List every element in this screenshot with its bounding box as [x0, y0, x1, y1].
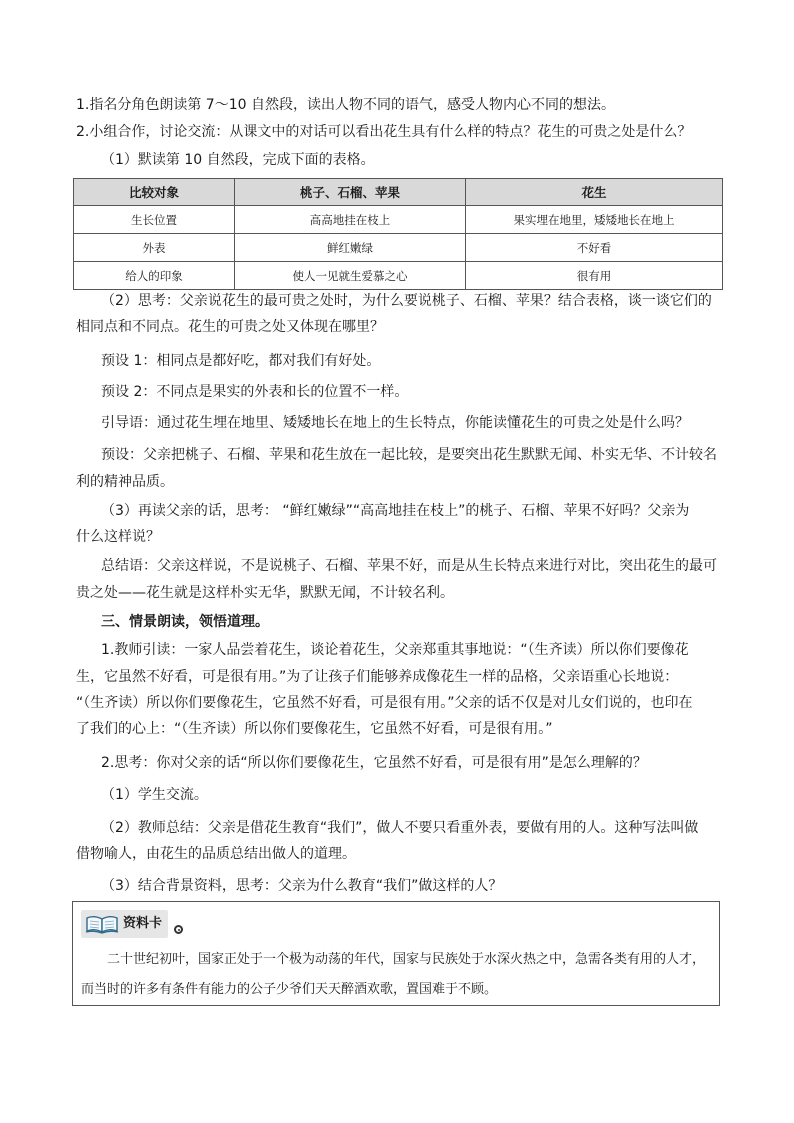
student-exchange-text: （1）学生交流。: [101, 787, 208, 803]
table-cell: 不好看: [466, 234, 723, 262]
resource-card: [72, 901, 720, 1006]
teacher-read-line-1: 1.教师引读：一家人品尝着花生，谈论着花生，父亲郑重其事地说：“（生齐读）所以你们要像花: [101, 642, 689, 658]
step-1-text: 1.指名分角色朗读第 7～10 自然段，读出人物不同的语气，感受人物内心不同的想法。: [76, 97, 615, 113]
preset-line-2: 利的精神品质。: [76, 474, 174, 490]
target-dot-icon: [174, 925, 183, 934]
table-cell: 鲜红嫩绿: [235, 234, 466, 262]
background-question-text: （3）结合背景资料，思考：父亲为什么教育“我们”做这样的人？: [101, 878, 503, 894]
table-cell: 外表: [74, 234, 235, 262]
resource-card-header: [81, 910, 168, 938]
sub-step-3-line-1: （3）再读父亲的话，思考： “鲜红嫩绿”“高高地挂在枝上”的桃子、石榴、苹果不好吗？父亲为: [101, 503, 690, 519]
teacher-read-line-3: “（生齐读）所以你们要像花生，它虽然不好看，可是很有用。”父亲的话不仅是对儿女们说的，也印在: [76, 695, 693, 711]
table-cell: 生长位置: [74, 206, 235, 234]
table-row: [74, 234, 723, 262]
preset-2-text: 预设 2：不同点是果实的外表和长的位置不一样。: [101, 384, 409, 400]
guide-text: 引导语：通过花生埋在地里、矮矮地长在地上的生长特点，你能读懂花生的可贵之处是什么吗？: [101, 415, 689, 431]
summary-line-1: 总结语：父亲这样说，不是说桃子、石榴、苹果不好，而是从生长特点来进行对比，突出花生的最可: [101, 558, 717, 574]
step-2-text: 2.小组合作，讨论交流：从课文中的对话可以看出花生具有什么样的特点？花生的可贵之处是什么？: [76, 124, 692, 140]
resource-card-title: 资料卡: [123, 916, 163, 931]
comparison-table: [73, 178, 723, 290]
table-cell: 果实埋在地里，矮矮地长在地上: [466, 206, 723, 234]
sub-step-2-line-2: 相同点和不同点。花生的可贵之处又体现在哪里？: [76, 319, 384, 335]
sub-step-3-line-2: 什么这样说？: [76, 529, 160, 545]
table-header-cell: 花生: [466, 179, 723, 206]
section-3-heading: 三、情景朗读，领悟道理。: [101, 614, 269, 630]
table-cell: 很有用: [466, 262, 723, 290]
table-row: [74, 206, 723, 234]
think-question-text: 2.思考：你对父亲的话“所以你们要像花生，它虽然不好看，可是很有用”是怎么理解的？: [101, 755, 647, 771]
teacher-summary-line-1: （2）教师总结：父亲是借花生教育“我们”，做人不要只看重外表，要做有用的人。这种写法叫做: [101, 820, 699, 836]
table-cell: 给人的印象: [74, 262, 235, 290]
table-header-cell: 比较对象: [74, 179, 235, 206]
table-cell: 使人一见就生爱慕之心: [235, 262, 466, 290]
teacher-summary-line-2: 借物喻人，由花生的品质总结出做人的道理。: [76, 846, 356, 862]
sub-step-2-line-1: （2）思考：父亲说花生的最可贵之处时，为什么要说桃子、石榴、苹果？结合表格，谈一谈它们的: [101, 293, 712, 309]
teacher-read-line-4: 了我们的心上：“（生齐读）所以你们要像花生，它虽然不好看，可是很有用。”: [76, 721, 553, 737]
preset-1-text: 预设 1：相同点是都好吃，都对我们有好处。: [101, 353, 381, 369]
table-cell: 高高地挂在枝上: [235, 206, 466, 234]
table-header-cell: 桃子、石榴、苹果: [235, 179, 466, 206]
resource-card-text: 二十世纪初叶，国家正处于一个极为动荡的年代，国家与民族处于水深火热之中，急需各类有用的人才，而当时的许多有条件有能力的公子少爷们天天醉酒欢歌，置国难于不顾。: [81, 952, 706, 997]
teacher-read-line-2: 生，它虽然不好看，可是很有用。”为了让孩子们能够养成像花生一样的品格，父亲语重心长地说：: [76, 669, 679, 685]
preset-line-1: 预设：父亲把桃子、石榴、苹果和花生放在一起比较，是要突出花生默默无闻、朴实无华、不计较名: [101, 447, 717, 463]
table-row: [74, 262, 723, 290]
table-header-row: [74, 179, 723, 206]
sub-step-1-text: （1）默读第 10 自然段，完成下面的表格。: [101, 152, 375, 168]
book-icon: [85, 914, 119, 934]
summary-line-2: 贵之处——花生就是这样朴实无华，默默无闻，不计较名利。: [76, 585, 454, 601]
